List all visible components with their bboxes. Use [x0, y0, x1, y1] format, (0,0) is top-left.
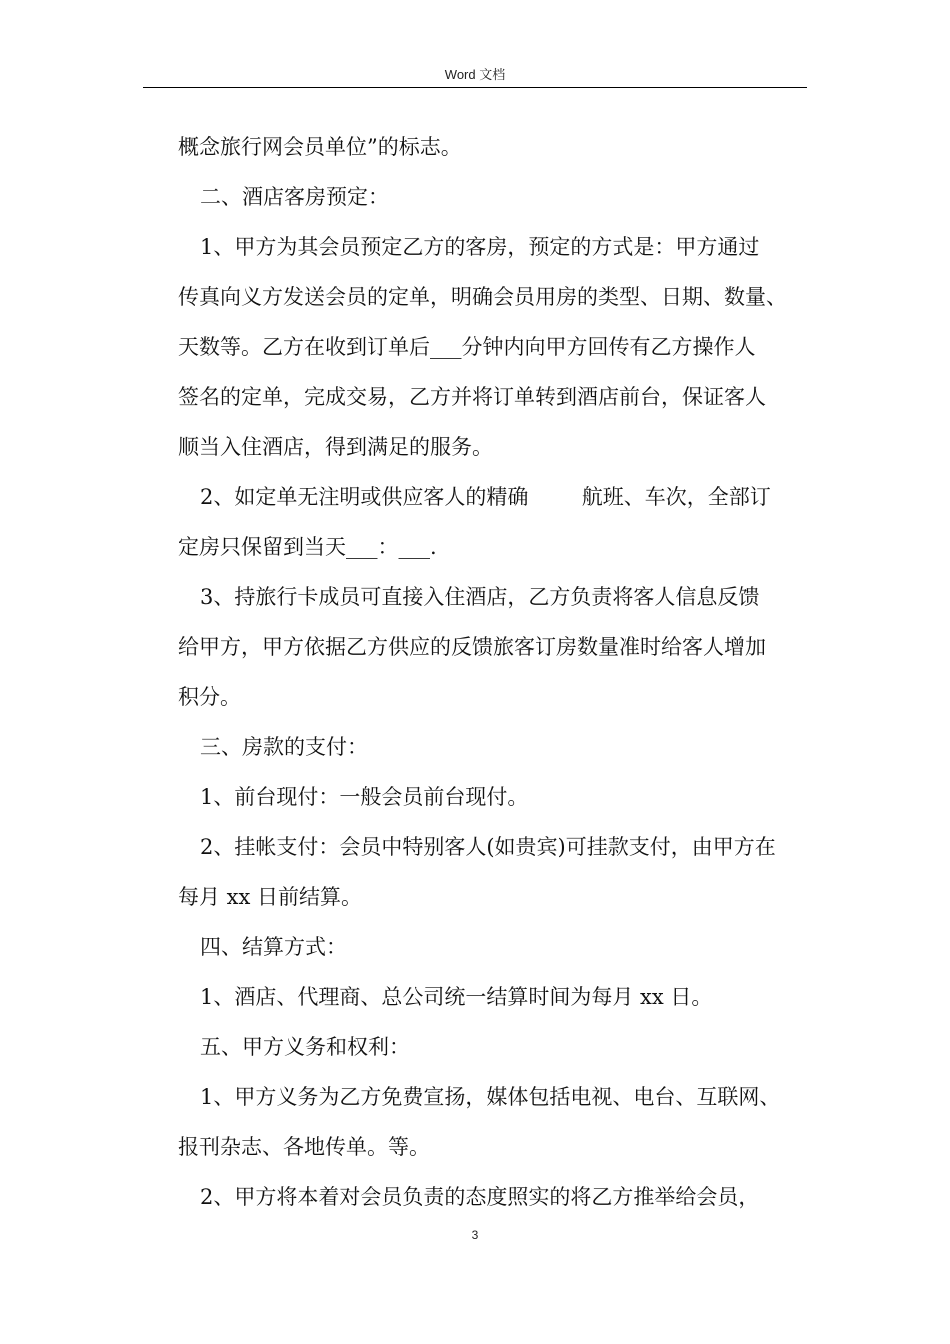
paragraph-line: 1、甲方为其会员预定乙方的客房，预定的方式是：甲方通过	[200, 235, 760, 259]
paragraph-line: 报刊杂志、各地传单。等。	[178, 1135, 430, 1159]
paragraph-line: 2、挂帐支付：会员中特别客人(如贵宾)可挂款支付，由甲方在	[200, 835, 776, 859]
paragraph-line: 2、如定单无注明或供应客人的精确 航班、车次，全部订	[200, 485, 771, 509]
paragraph-line: 3、持旅行卡成员可直接入住酒店，乙方负责将客人信息反馈	[200, 585, 760, 609]
paragraph-line: 四、结算方式：	[200, 935, 347, 959]
page-number: 3	[471, 1228, 479, 1242]
paragraph-line: 三、房款的支付：	[200, 735, 368, 759]
header-divider	[143, 87, 807, 88]
paragraph-line: 给甲方，甲方依据乙方供应的反馈旅客订房数量准时给客人增加	[178, 635, 766, 659]
paragraph-line: 二、酒店客房预定：	[200, 185, 389, 209]
paragraph-line: 每月 xx 日前结算。	[178, 885, 363, 909]
document-body	[178, 122, 818, 1222]
paragraph-line: 1、甲方义务为乙方免费宣扬，媒体包括电视、电台、互联网、	[200, 1085, 781, 1109]
paragraph-line: 2、甲方将本着对会员负责的态度照实的将乙方推举给会员，	[200, 1185, 760, 1209]
page-header: Word 文档	[444, 67, 506, 82]
paragraph-line: 概念旅行网会员单位”的标志。	[178, 135, 462, 159]
paragraph-line: 签名的定单，完成交易，乙方并将订单转到酒店前台，保证客人	[178, 385, 766, 409]
paragraph-line: 积分。	[178, 685, 241, 709]
paragraph-line: 传真向义方发送会员的定单，明确会员用房的类型、日期、数量、	[178, 285, 787, 309]
paragraph-line: 1、前台现付：一般会员前台现付。	[200, 785, 529, 809]
paragraph-line: 五、甲方义务和权利：	[200, 1035, 410, 1059]
paragraph-line: 天数等。乙方在收到订单后___分钟内向甲方回传有乙方操作人	[178, 335, 756, 359]
paragraph-line: 顺当入住酒店，得到满足的服务。	[178, 435, 493, 459]
paragraph-line: 定房只保留到当天___：___.	[178, 535, 437, 559]
paragraph-line: 1、酒店、代理商、总公司统一结算时间为每月 xx 日。	[200, 985, 713, 1009]
